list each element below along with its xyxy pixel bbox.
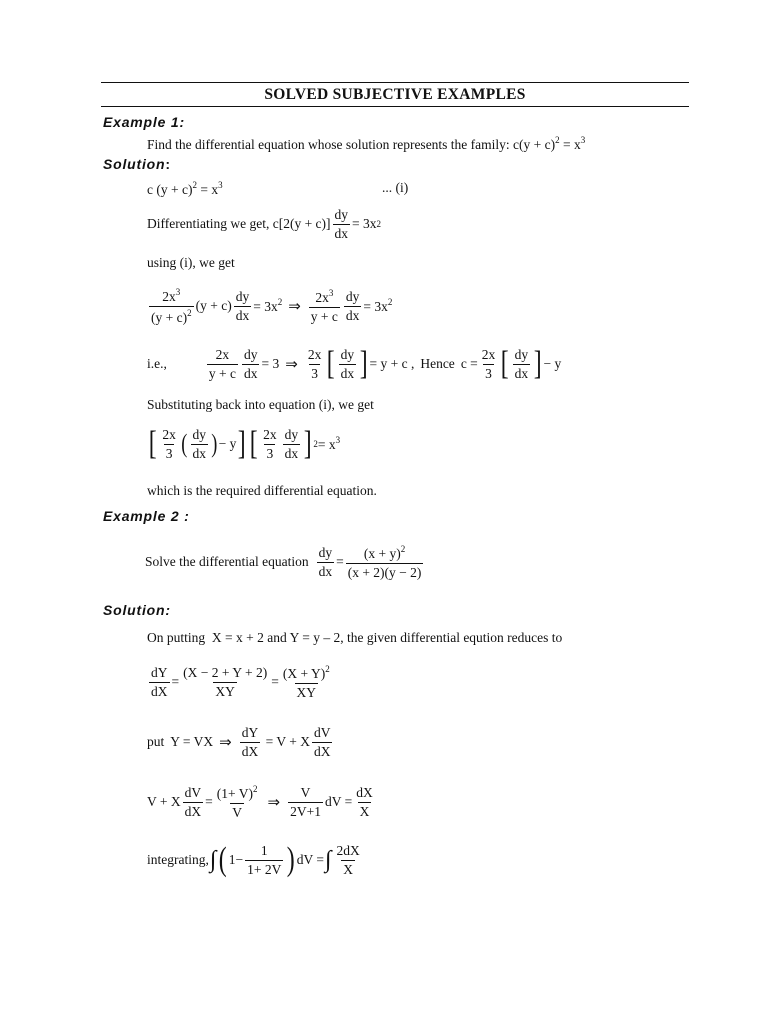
example-2-question: Solve the differential equation $\frac{dy}{dx}$ = $\frac{(x + y)^2}{(x + 2)(y - 2)}$ [145, 544, 422, 580]
using-text: using (i), we get [147, 255, 235, 270]
example-2-label: Example 2 : [103, 508, 190, 524]
solution-2-label: Solution: [103, 602, 171, 618]
equation-i: c $(y + c)^2 = x^3$ [147, 180, 223, 197]
integrating-line: integrating, ∫ ( 1− $\frac{1}{1+ 2V}$ ) dV = ∫ $\frac{2dX}{X}$ [147, 841, 360, 879]
equation-final-1: [ $\frac{2x}{3}$ ( $\frac{dy}{dx}$ ) − y ] [ $\frac{2x}{3}$ $\frac{dy}{dx}$ ] 2 = $x^3$ [148, 425, 341, 463]
solution-1-label: Solution: [103, 156, 171, 172]
page-title: SOLVED SUBJECTIVE EXAMPLES [264, 86, 526, 103]
equation-substituted: $\frac{2x^3}{(y + c)^2}$ (y + c) $\frac{dy}{dx}$ = $3x^2$ ⇒ $\frac{2x^3}{y + c}$ $\frac{dy}{dx}$ = $3x^2$ [151, 287, 393, 325]
substituting-text: Substituting back into equation (i), we get [147, 397, 374, 412]
equation-i-ref: ... (i) [382, 180, 409, 195]
example-1-question: Find the differential equation whose solution represents the family: $c(y + c)^2 = x^3$ [147, 135, 586, 152]
bottom-rule [101, 106, 689, 107]
putting-line: On putting X = x + 2 and Y = y – 2, the given differential eqution reduces to [147, 630, 563, 645]
put-line: put Y = VX ⇒ $\frac{dY}{dX}$ = V + X $\frac{dV}{dX}$ [147, 725, 331, 759]
example-1-label: Example 1: [103, 114, 185, 130]
ie-line: i.e., $\frac{2x}{y + c}$ $\frac{dy}{dx}$ = 3 ⇒ $\frac{2x}{3}$ [ $\frac{dy}{dx}$ ] = y + c , Hence c = $\frac{2x}{3}$ [ $\frac{dy}{dx}$ ] − y [147, 345, 562, 383]
required-text: which is the required differential equation. [147, 483, 377, 498]
differentiating-line: Differentiating we get, c[2(y + c)] $\frac{dy}{dx}$ = 3x 2 [147, 207, 382, 241]
top-rule [101, 82, 689, 83]
equation-dY-dX: $\frac{dY}{dX}$ = $\frac{(X - 2 + Y + 2)}{XY}$ = $\frac{(X + Y)^2}{XY}$ [151, 664, 330, 700]
equation-v-substitution: V + X $\frac{dV}{dX}$ = $\frac{(1+ V)^2}{V}$ ⇒ $\frac{V}{2V+1}$ dV = $\frac{dX}{X}$ [147, 784, 373, 820]
